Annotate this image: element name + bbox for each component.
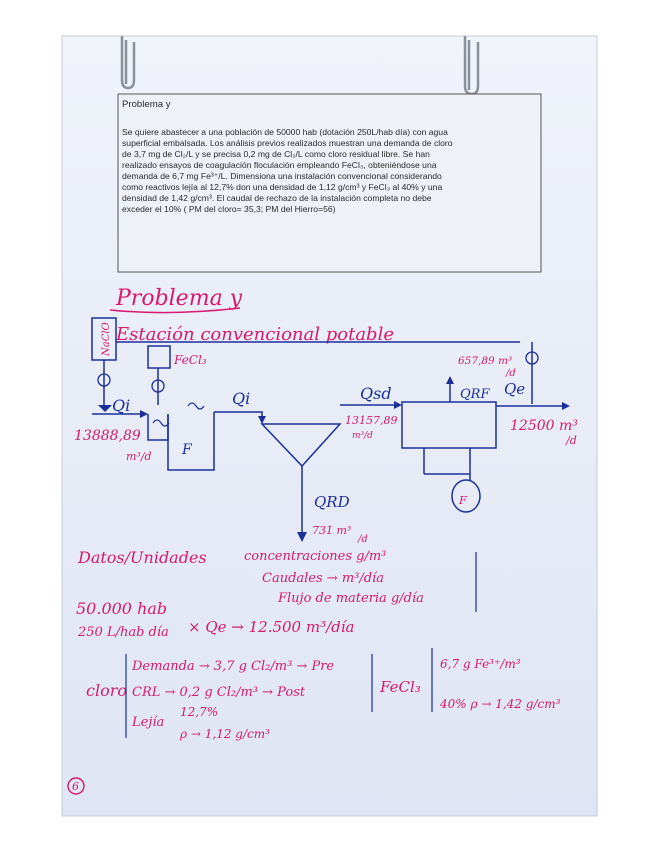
hw-cloro: cloro <box>86 681 127 700</box>
hw-population: 50.000 hab <box>76 599 168 618</box>
hw-title: Problema y <box>116 286 243 311</box>
hw-subtitle: Estación convencional potable <box>116 324 394 345</box>
hw-flow-sd: 13157,89 <box>345 414 398 427</box>
hw-datos-label: Datos/Unidades <box>78 548 207 567</box>
printed-line: superficial embalsada. Los análisis previos realizados muestran una demanda de cloro <box>122 138 453 148</box>
hw-lejia-rho: ρ → 1,12 g/cm³ <box>180 727 270 741</box>
printed-line: demanda de 6,7 mg Fe³⁺/L. Dimensiona una instalación convencional considerando <box>122 171 442 181</box>
hw-flow-in-units: m³/d <box>126 450 152 463</box>
hw-flow-sd-units: m³/d <box>352 431 373 441</box>
hw-crl: CRL → 0,2 g Cl₂/m³ → Post <box>132 685 306 700</box>
printed-line: como reactivos lejía al 12,7% don una densidad de 1,12 g/cm³ y FeCl₃ al 40% y una <box>122 182 443 192</box>
hw-lejia: Lejía <box>132 715 165 730</box>
hw-demanda: Demanda → 3,7 g Cl₂/m³ → Pre <box>132 659 335 674</box>
printed-line: de 3,7 mg de Cl₂/L y se precisa 0,2 mg de Cl₂/L como cloro residual libre. Se han <box>122 149 430 159</box>
hw-f-label: F <box>182 442 192 458</box>
hw-qrf-units: /d <box>506 368 516 379</box>
hw-fangos: F <box>459 494 467 507</box>
printed-line: densidad de 1,42 g/cm³. El caudal de rechazo de la instalación completa no debe <box>122 193 432 203</box>
printed-paragraph <box>122 127 453 214</box>
hw-qe: Qe <box>504 380 526 398</box>
hw-qrf-value: 657,89 m³ <box>458 355 513 367</box>
hw-datos-2: Caudales → m³/día <box>262 571 384 586</box>
hw-fecl3-block: FeCl₃ <box>380 678 421 696</box>
hw-qrd: QRD <box>314 493 350 511</box>
hw-flow-out: 12500 m³ <box>510 418 578 434</box>
hw-qi-left: Qi <box>112 396 131 415</box>
printed-line: realizado ensayos de coagulación floculación empleando FeCl₃, obteniéndose una <box>122 160 437 170</box>
hw-qrf: QRF <box>460 387 490 402</box>
hw-page-no: 6 <box>72 780 79 793</box>
hw-qe-calc: × Qe → 12.500 m³/día <box>188 618 355 636</box>
hw-naclo: NaClO <box>101 322 112 356</box>
hw-qi-mid: Qi <box>232 389 251 408</box>
hw-dotacion: 250 L/hab día <box>78 625 169 640</box>
hw-datos-1: concentraciones g/m³ <box>244 549 387 564</box>
hw-qsd: Qsd <box>360 384 392 403</box>
hw-qrd-units: /d <box>358 534 368 545</box>
hw-flow-in: 13888,89 <box>74 428 141 444</box>
printed-heading: Problema y <box>122 99 171 110</box>
printed-line: Se quiere abastecer a una población de 50000 hab (dotación 250L/hab día) con agua <box>122 127 448 137</box>
hw-fecl3: FeCl₃ <box>174 353 207 367</box>
hw-fe-pct: 40% ρ → 1,42 g/cm³ <box>440 697 561 711</box>
hw-fe-dose: 6,7 g Fe³⁺/m³ <box>440 657 521 671</box>
hw-datos-3: Flujo de materia g/día <box>278 591 424 606</box>
hw-qrd-value: 731 m³ <box>312 524 352 537</box>
printed-line: exceder el 10% ( PM del cloro= 35,3; PM del Hierro=56) <box>122 204 336 214</box>
hw-flow-out-units: /d <box>566 434 577 447</box>
hw-lejia-pct: 12,7% <box>180 705 219 719</box>
